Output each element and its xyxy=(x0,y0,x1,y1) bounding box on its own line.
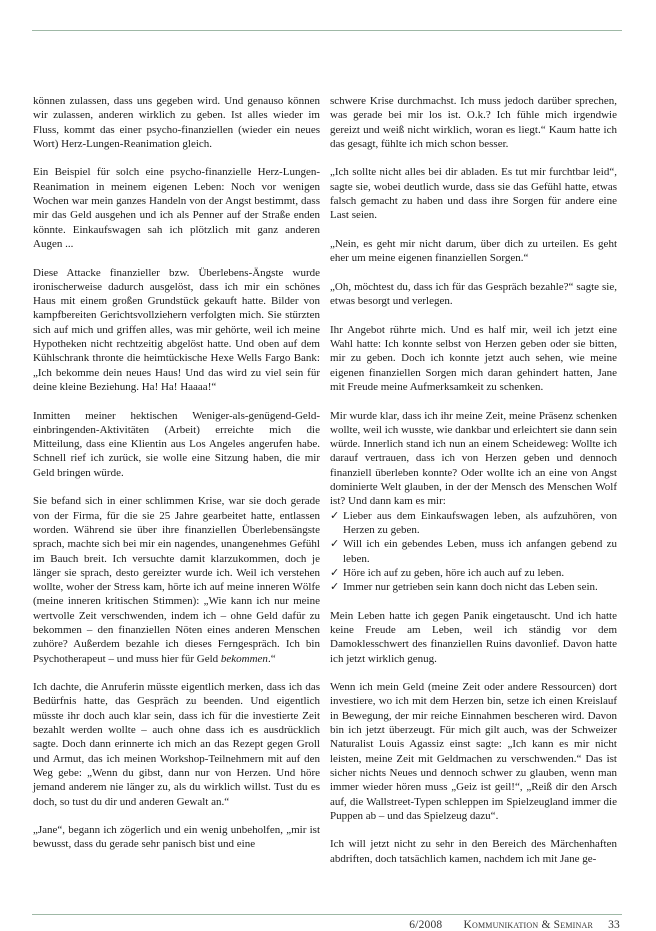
emphasis: bekommen xyxy=(220,652,268,665)
paragraph xyxy=(33,494,320,666)
list-item-text: Höre ich auf zu geben, höre ich auch auf zu leben. xyxy=(343,566,565,579)
paragraph: schwere Krise durchmachst. Ich muss jedoch darüber sprechen, was gerade bei mir los ist. O.k.? Ich fühle mich irgendwie gereizt und weiß nicht wirklich, woran es liegt.“ Kaum hatte ich das gesagt, fühlte ich mich schon besser. xyxy=(330,95,617,150)
bottom-rule xyxy=(32,914,622,915)
checkmark-icon: ✓ xyxy=(330,566,340,579)
paragraph-text: .“ xyxy=(267,652,276,665)
paragraph: „Ich sollte nicht alles bei dir abladen. Es tut mir furchtbar leid“, sagte sie, wobei deutlich wurde, dass sie das Gefühl hatte, etwas falsch gemacht zu haben und dass ihre Sorgen für andere eine Last seien. xyxy=(330,166,617,222)
list-item xyxy=(330,537,617,566)
paragraph: Mein Leben hatte ich gegen Panik eingetauscht. Und ich hatte keine Freude am Leben, weil ich ständig vor dem Damoklesschwert des finanziellen Ruins davonlief. Davon hatte ich jetzt wirklich genug. xyxy=(330,609,617,665)
right-column xyxy=(330,94,617,866)
paragraph: Inmitten meiner hektischen Weniger-als-genügend-Geld-einbringenden-Aktivitäten (Arbeit) erreichte mich die Mitteilung, dass eine Klientin aus Los Angeles angerufen habe. Schnell rief ich zurück, sie wolle eine Sitzung haben, die mir Geld bringen würde. xyxy=(33,409,320,479)
list-item xyxy=(330,509,617,538)
checkmark-icon: ✓ xyxy=(330,509,340,522)
issue-number: 6/2008 xyxy=(409,919,443,931)
paragraph: Ich will jetzt nicht zu sehr in den Bereich des Märchenhaften abdriften, doch tatsächlich kamen, nachdem ich mit Jane ge- xyxy=(330,838,617,865)
paragraph: Diese Attacke finanzieller bzw. Überlebens-Ängste wurde ironischerweise dadurch ausgelöst, dass ich mir ein schönes Haus mit einem großen Grundstück gekauft hatte. Bilder von kampfbereiten Gerichtsvollziehern verfolgten mich. Sie stürzten sich auf mich und griffen alles, was mir gehörte, weil ich meine Hypotheken nicht rechtzeitig abgelöst hatte. Und oben auf dem Kühlschrank thronte die heimtückische Hexe Wells Fargo Bank: „Ich bekomme dein neues Haus! Und das wird zu viel sein für deine kleine Beziehung. Ha! Ha! Haaaa!“ xyxy=(33,266,320,393)
paragraph: „Nein, es geht mir nicht darum, über dich zu urteilen. Es geht eher um meine eigenen finanziellen Sorgen.“ xyxy=(330,237,617,265)
paragraph: „Oh, möchtest du, dass ich für das Gespräch bezahle?“ sagte sie, etwas besorgt und verlegen. xyxy=(330,280,617,308)
paragraph: Ein Beispiel für solch eine psycho-finanzielle Herz-Lungen-Reanimation in meinem eigenen Leben: Noch vor wenigen Wochen war mein ganzes Handeln von der Angst bestimmt, dass mir das Geld ausgehen und ich als Penner auf der Straße enden könnte. Einkaufswagen sah ich plötzlich mit ganz anderen Augen ... xyxy=(33,166,320,250)
checklist xyxy=(330,509,617,595)
paragraph: Wenn ich mein Geld (meine Zeit oder andere Ressourcen) dort investiere, wo ich mit dem Herzen bin, setze ich einen Kreislauf in Bewegung, der mir reiche Einnahmen bescheren wird. Davon bin ich jetzt überzeugt. Für mich gilt auch, was der Schweizer Naturalist Louis Agassiz einst sagte: „Ich kann es mir nicht leisten, meine Zeit mit Geldmachen zu verschwenden.“ Das ist sicher nichts Neues und dennoch schwer zu glauben, wenn man immer wieder hören muss „Geiz ist geil!“, „Reiß dir den Arsch auf, die Wallstreet-Typen schleppen im Spielzeugland immer die Puppen ab – und das Spielzeug dazu“. xyxy=(330,681,617,822)
paragraph: Mir wurde klar, dass ich ihr meine Zeit, meine Präsenz schenken wollte, weil ich wusste, wie dankbar und erleichtert sie dann sein würde. Innerlich stand ich nun an einem Scheideweg: Wollte ich darauf vertrauen, dass ich von Herzen geben und dennoch finanziell überleben konnte? Oder wollte ich an eine von Angst dominierte Welt glauben, in der der Mensch des Menschen Wolf ist? Und dann kam es mir: xyxy=(330,409,617,508)
paragraph: Ihr Angebot rührte mich. Und es half mir, weil ich jetzt eine Wahl hatte: Ich konnte selbst von Herzen geben oder sie bitten, mir zu geben. Doch ich konnte jetzt auch sehen, wie meine eigenen finanziellen Sorgen mich daran gehindert hatten, Jane mit Freude meine Aufmerksamkeit zu schenken. xyxy=(330,323,617,393)
page-number: 33 xyxy=(608,919,620,931)
list-item-text: Lieber aus dem Einkaufswagen leben, als aufzuhören, von Herzen zu geben. xyxy=(343,509,617,536)
list-item-text: Immer nur getrieben sein kann doch nicht das Leben sein. xyxy=(343,581,598,594)
top-rule xyxy=(32,30,622,31)
left-column xyxy=(33,94,320,852)
list-item xyxy=(330,580,617,594)
list-item xyxy=(330,566,617,580)
page-footer xyxy=(409,919,620,931)
paragraph: können zulassen, dass uns gegeben wird. Und genauso können wir zulassen, anderen wirklich zu geben. Ist alles wieder im Fluss, kommt das einer psycho-finanziellen (wieder ein neues Wort) Herz-Lungen-Reanimation gleich. xyxy=(33,95,320,150)
checkmark-icon: ✓ xyxy=(330,538,340,551)
list-item-text: Will ich ein gebendes Leben, muss ich anfangen gebend zu leben. xyxy=(343,538,617,565)
paragraph: Ich dachte, die Anruferin müsste eigentlich merken, dass ich das Bedürfnis hatte, das Gespräch zu beenden. Und eigentlich müsste ihr doch auch klar sein, dass ich für die investierte Zeit bezahlt werden wollte – auch ohne dass ich es ausdrücklich sagte. Doch dann erinnerte ich mich an das Rezept gegen Groll und Armut, das ich meinen Workshop-Teilnehmern mit auf den Weg gebe: „Wenn du gibst, dann nur von Herzen. Und höre jemand anderem nie länger zu, als du wirklich willst. Tust du es doch, so tust du dir und anderen Gewalt an.“ xyxy=(33,681,320,808)
paragraph-text: Sie befand sich in einer schlimmen Krise, war sie doch gerade von der Firma, für die sie 25 Jahre gearbeitet hatte, entlassen worden. Während sie über ihre finanziellen Überlebensängste sprach, machte sich bei mir ein nagendes, unangenehmes Gefühl im Bauch breit. Ich versuchte damit klarzukommen, doch je länger sie sprach, desto gereizter wurde ich. Weil ich verstehen wollte, woher der Stress kam, hörte ich auf meine inneren Wölfe (meine inneren kritischen Stimmen): „Wie kann ich nur meine wertvolle Zeit verschwenden, indem ich – ohne Geld dafür zu bekommen – den finanziellen Nöten eines anderen Menschen zuhöre? Außerdem bezahle ich dieses Ferngespräch. Ich bin Psychotherapeut – und muss hier für Geld xyxy=(33,495,320,665)
paragraph: „Jane“, begann ich zögerlich und ein wenig unbeholfen, „mir ist bewusst, dass du gerade sehr panisch bist und eine xyxy=(33,824,320,851)
checkmark-icon: ✓ xyxy=(330,581,340,594)
magazine-name: Kommunikation & Seminar xyxy=(463,919,594,931)
